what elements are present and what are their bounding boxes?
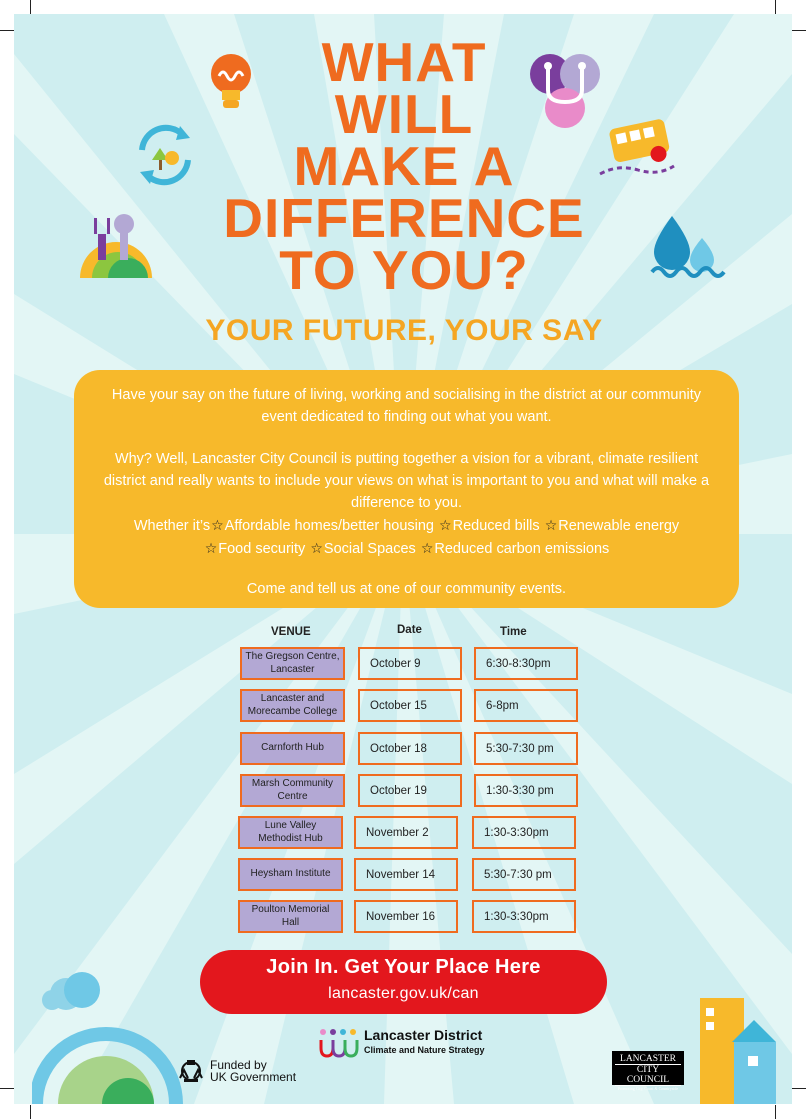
strategy-logo xyxy=(318,1026,528,1060)
crop-mark xyxy=(30,0,31,14)
time-header: Time xyxy=(500,626,527,638)
royal-crest-icon xyxy=(178,1058,204,1084)
intro-paragraph: Have your say on the future of living, working and socialising in the district at our community event dedicated to finding out what you want. xyxy=(111,387,702,425)
headline-line: WILL xyxy=(334,83,474,145)
topic-item: Social Spaces xyxy=(323,541,416,557)
cta-button[interactable] xyxy=(200,950,607,1014)
sun-arc-icon xyxy=(32,972,192,1104)
topic-item: Food security xyxy=(218,541,306,557)
star-icon: ☆ xyxy=(420,540,434,556)
council-tagline: Promoting City, Coast & Countryside xyxy=(617,1086,679,1091)
topic-item: Affordable homes/better housing xyxy=(224,518,434,534)
crop-mark xyxy=(775,1105,776,1119)
strategy-people-icon xyxy=(318,1026,360,1060)
date-cell: October 9 xyxy=(358,647,462,680)
date-cell: October 19 xyxy=(358,774,462,807)
funded-line2: UK Government xyxy=(210,1070,297,1084)
time-cell: 6:30-8:30pm xyxy=(474,647,578,680)
star-icon: ☆ xyxy=(544,517,558,533)
time-cell: 5:30-7:30 pm xyxy=(472,858,576,891)
info-box xyxy=(74,370,739,608)
time-cell: 6-8pm xyxy=(474,689,578,722)
strategy-name: Lancaster District xyxy=(364,1027,483,1043)
venue-cell: Carnforth Hub xyxy=(240,732,345,765)
crop-mark xyxy=(792,30,806,31)
venue-cell: Lune Valley Methodist Hub xyxy=(238,816,343,849)
venue-header: VENUE xyxy=(271,626,311,638)
why-paragraph: Why? Well, Lancaster City Council is putting together a vision for a vibrant, climate resilient district and really wants to include your views on what is important to you and what will make a difference to you. xyxy=(103,451,710,511)
date-cell: November 2 xyxy=(354,816,458,849)
funded-by-logo xyxy=(178,1058,318,1088)
topic-item: Reduced carbon emissions xyxy=(434,541,610,557)
cta-url[interactable]: lancaster.gov.uk/can xyxy=(328,985,479,1002)
crop-mark xyxy=(0,1088,14,1089)
star-icon: ☆ xyxy=(211,517,224,533)
whether-text: Whether it’s xyxy=(133,518,211,534)
closing-text: Come and tell us at one of our community events. xyxy=(246,581,567,597)
crop-mark xyxy=(30,1105,31,1119)
star-icon: ☆ xyxy=(204,540,218,556)
plug-hills-icon xyxy=(78,212,154,282)
venue-cell: Poulton Memorial Hall xyxy=(238,900,343,933)
time-cell: 1:30-3:30pm xyxy=(472,816,576,849)
crop-mark xyxy=(775,0,776,14)
star-icon: ☆ xyxy=(310,540,323,556)
poster xyxy=(14,14,792,1104)
cta-title: Join In. Get Your Place Here xyxy=(266,956,541,978)
headline-line: MAKE A xyxy=(293,135,515,197)
venue-cell: Lancaster and Morecambe College xyxy=(240,689,345,722)
time-cell: 1:30-3:30pm xyxy=(472,900,576,933)
venue-cell: Marsh Community Centre xyxy=(240,774,345,807)
date-cell: October 18 xyxy=(358,732,462,765)
topic-item: Reduced bills xyxy=(452,518,540,534)
date-cell: October 15 xyxy=(358,689,462,722)
headline-line: DIFFERENCE xyxy=(223,187,585,249)
strategy-sub: Climate and Nature Strategy xyxy=(364,1045,485,1055)
date-header: Date xyxy=(397,624,422,636)
houses-icon xyxy=(694,996,784,1104)
venue-cell: Heysham Institute xyxy=(238,858,343,891)
headline-line: TO YOU? xyxy=(279,239,529,301)
crop-mark xyxy=(792,1088,806,1089)
date-cell: November 16 xyxy=(354,900,458,933)
topic-item: Renewable energy xyxy=(558,518,680,534)
funded-line1: Funded by xyxy=(210,1058,267,1072)
topics-list xyxy=(94,514,719,560)
council-line2: CITY COUNCIL xyxy=(615,1065,681,1086)
time-cell: 1:30-3:30 pm xyxy=(474,774,578,807)
star-icon: ☆ xyxy=(439,517,452,533)
council-line1: LANCASTER xyxy=(615,1054,681,1065)
date-cell: November 14 xyxy=(354,858,458,891)
crop-mark xyxy=(0,30,14,31)
headline-line: WHAT xyxy=(321,31,487,93)
council-logo xyxy=(612,1051,684,1091)
venue-cell: The Gregson Centre, Lancaster xyxy=(240,647,345,680)
headline xyxy=(144,31,664,301)
time-cell: 5:30-7:30 pm xyxy=(474,732,578,765)
subheading: YOUR FUTURE, YOUR SAY xyxy=(205,314,603,347)
